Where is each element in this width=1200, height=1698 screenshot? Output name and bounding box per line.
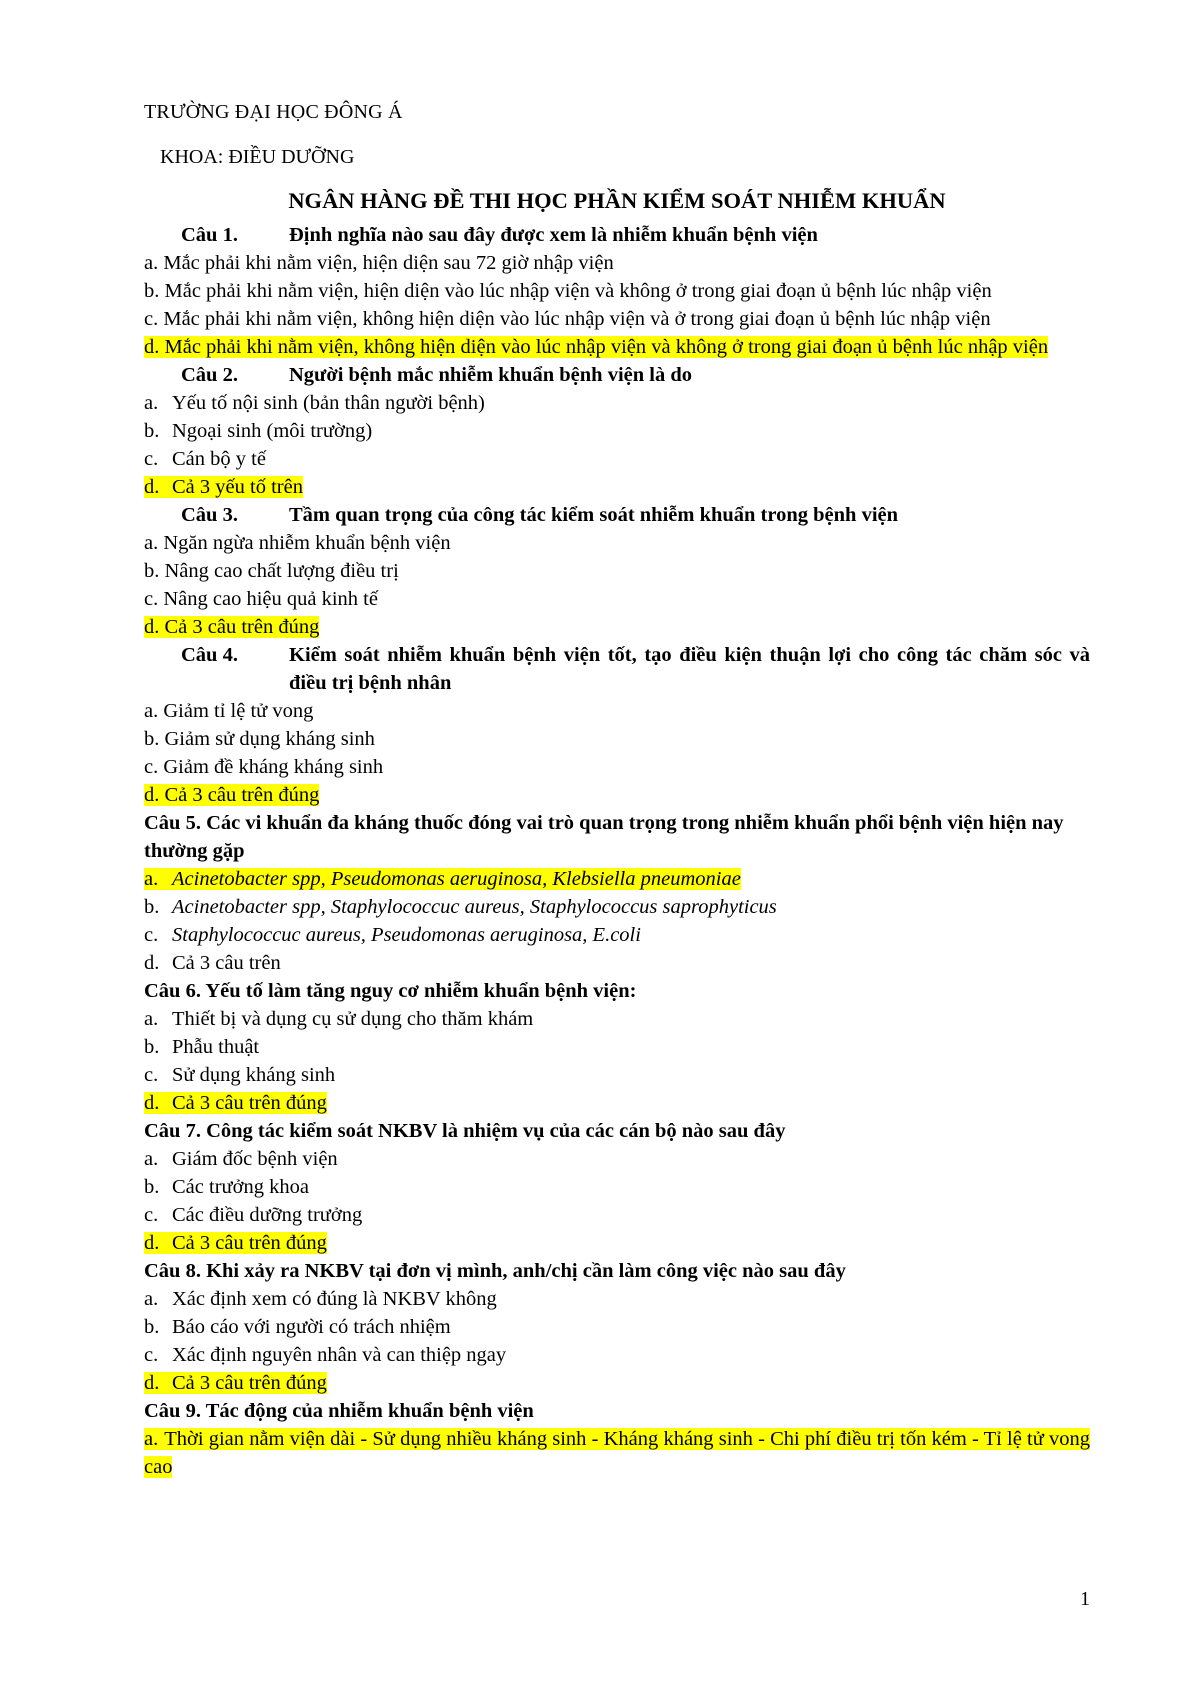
- option-letter: a.: [144, 868, 159, 890]
- answer-option: [144, 557, 1090, 585]
- question-text: Tầm quan trọng của công tác kiểm soát nhiễm khuẩn trong bệnh viện: [289, 504, 899, 526]
- question-4: [144, 641, 1090, 697]
- question-text: Kiểm soát nhiễm khuẩn bệnh viện tốt, tạo điều kiện thuận lợi cho công tác chăm sóc và điều trị bệnh nhân: [289, 644, 1090, 694]
- option-text: Cán bộ y tế: [172, 448, 266, 470]
- question-number: Câu 2.: [181, 364, 238, 386]
- option-text: d. Cả 3 câu trên đúng: [144, 616, 320, 638]
- option-text: d. Cả 3 câu trên đúng: [144, 784, 320, 806]
- question-number: Câu 4.: [181, 644, 238, 666]
- answer-option: [144, 1173, 1090, 1201]
- option-text: c. Mắc phải khi nằm viện, không hiện diện vào lúc nhập viện và ở trong giai đoạn ủ bệnh lúc nhập viện: [144, 308, 991, 330]
- answer-option-correct: [144, 1425, 1090, 1481]
- answer-option-correct: [144, 613, 1090, 641]
- option-text: Acinetobacter spp, Staphylococcuc aureus, Staphylococcus saprophyticus: [172, 896, 777, 918]
- option-letter: d.: [144, 476, 160, 498]
- question-number: Câu 3.: [181, 504, 238, 526]
- answer-option: [144, 1313, 1090, 1341]
- option-text: Các trưởng khoa: [172, 1176, 309, 1198]
- option-text: Xác định xem có đúng là NKBV không: [172, 1288, 497, 1310]
- answer-option: [144, 249, 1090, 277]
- answer-option: [144, 1285, 1090, 1313]
- answer-option: [144, 893, 1090, 921]
- option-letter: d.: [144, 1232, 160, 1254]
- question-text: Định nghĩa nào sau đây được xem là nhiễm khuẩn bệnh viện: [289, 224, 818, 246]
- option-letter: d.: [144, 952, 160, 974]
- option-letter: d.: [144, 1372, 160, 1394]
- option-text: Phẫu thuật: [172, 1036, 260, 1058]
- answer-option: [144, 921, 1090, 949]
- option-text: Cả 3 yếu tố trên: [172, 476, 303, 498]
- question-9: Câu 9. Tác động của nhiễm khuẩn bệnh viện: [144, 1400, 534, 1422]
- answer-option: [144, 277, 1090, 305]
- question-8: Câu 8. Khi xảy ra NKBV tại đơn vị mình, anh/chị cần làm công việc nào sau đây: [144, 1260, 846, 1282]
- option-letter: a.: [144, 1428, 159, 1450]
- answer-option-correct: [144, 473, 1090, 501]
- question-3: [144, 501, 1090, 529]
- option-letter: a.: [144, 392, 159, 414]
- option-text: Thời gian nằm viện dài - Sử dụng nhiều kháng sinh - Kháng kháng sinh - Chi phí điều trị tốn kém - Tỉ lệ tử vong cao: [144, 1428, 1090, 1478]
- option-text: Acinetobacter spp, Pseudomonas aeruginosa, Klebsiella pneumoniae: [172, 868, 741, 890]
- option-text: Giám đốc bệnh viện: [172, 1148, 338, 1170]
- question-6: Câu 6. Yếu tố làm tăng nguy cơ nhiễm khuẩn bệnh viện:: [144, 980, 637, 1002]
- option-letter: c.: [144, 1204, 159, 1226]
- option-letter: d.: [144, 1092, 160, 1114]
- option-letter: c.: [144, 1064, 159, 1086]
- department-name: KHOA: ĐIỀU DƯỠNG: [160, 146, 355, 168]
- answer-option-correct: [144, 865, 1090, 893]
- answer-option: [144, 417, 1090, 445]
- answer-option-correct: [144, 1369, 1090, 1397]
- option-text: Báo cáo với người có trách nhiệm: [172, 1316, 451, 1338]
- question-5: Câu 5. Các vi khuẩn đa kháng thuốc đóng vai trò quan trọng trong nhiễm khuẩn phổi bệnh viện hiện nay thường gặp: [144, 812, 1064, 862]
- document-page: [144, 98, 1090, 1481]
- option-letter: b.: [144, 1316, 160, 1338]
- option-text: Cả 3 câu trên đúng: [172, 1092, 327, 1114]
- option-letter: b.: [144, 896, 160, 918]
- option-text: Sử dụng kháng sinh: [172, 1064, 336, 1086]
- option-letter: c.: [144, 924, 159, 946]
- answer-option: [144, 949, 1090, 977]
- option-text: Cả 3 câu trên đúng: [172, 1232, 327, 1254]
- answer-option: [144, 529, 1090, 557]
- question-number: Câu 1.: [181, 224, 238, 246]
- option-text: Ngoại sinh (môi trường): [172, 420, 373, 442]
- answer-option: [144, 585, 1090, 613]
- option-text: a. Giảm tỉ lệ tử vong: [144, 700, 314, 722]
- option-text: Cả 3 câu trên: [172, 952, 281, 974]
- option-letter: b.: [144, 1176, 160, 1198]
- answer-option: [144, 1201, 1090, 1229]
- option-text: Yếu tố nội sinh (bản thân người bệnh): [172, 392, 485, 414]
- question-2: [144, 361, 1090, 389]
- option-text: Các điều dưỡng trưởng: [172, 1204, 363, 1226]
- school-name: TRƯỜNG ĐẠI HỌC ĐÔNG Á: [144, 101, 403, 123]
- option-letter: a.: [144, 1148, 159, 1170]
- answer-option: [144, 1061, 1090, 1089]
- answer-option: [144, 305, 1090, 333]
- answer-option: [144, 445, 1090, 473]
- question-7: Câu 7. Công tác kiểm soát NKBV là nhiệm vụ của các cán bộ nào sau đây: [144, 1120, 786, 1142]
- answer-option-correct: [144, 781, 1090, 809]
- answer-option: [144, 1033, 1090, 1061]
- answer-option: [144, 697, 1090, 725]
- answer-option: [144, 389, 1090, 417]
- answer-option: [144, 725, 1090, 753]
- answer-option-correct: [144, 333, 1090, 361]
- option-text: a. Ngăn ngừa nhiễm khuẩn bệnh viện: [144, 532, 451, 554]
- option-text: b. Mắc phải khi nằm viện, hiện diện vào lúc nhập viện và không ở trong giai đoạn ủ bệnh lúc nhập viện: [144, 280, 992, 302]
- option-text: b. Giảm sử dụng kháng sinh: [144, 728, 375, 750]
- option-letter: a.: [144, 1288, 159, 1310]
- option-letter: a.: [144, 1008, 159, 1030]
- answer-option: [144, 753, 1090, 781]
- answer-option: [144, 1145, 1090, 1173]
- question-text: Người bệnh mắc nhiễm khuẩn bệnh viện là do: [289, 364, 693, 386]
- page-number: 1: [1080, 1588, 1090, 1610]
- option-text: c. Giảm đề kháng kháng sinh: [144, 756, 384, 778]
- option-text: Staphylococcuc aureus, Pseudomonas aeruginosa, E.coli: [172, 924, 641, 946]
- option-letter: b.: [144, 1036, 160, 1058]
- option-text: d. Mắc phải khi nằm viện, không hiện diện vào lúc nhập viện và không ở trong giai đoạn ủ bệnh lúc nhập viện: [144, 336, 1049, 358]
- option-letter: c.: [144, 1344, 159, 1366]
- option-text: b. Nâng cao chất lượng điều trị: [144, 560, 399, 582]
- answer-option: [144, 1005, 1090, 1033]
- answer-option: [144, 1341, 1090, 1369]
- option-text: Xác định nguyên nhân và can thiệp ngay: [172, 1344, 507, 1366]
- option-text: a. Mắc phải khi nằm viện, hiện diện sau 72 giờ nhập viện: [144, 252, 614, 274]
- option-text: Thiết bị và dụng cụ sử dụng cho thăm khám: [172, 1008, 534, 1030]
- answer-option-correct: [144, 1229, 1090, 1257]
- answer-option-correct: [144, 1089, 1090, 1117]
- option-letter: c.: [144, 448, 159, 470]
- option-text: Cả 3 câu trên đúng: [172, 1372, 327, 1394]
- option-text: c. Nâng cao hiệu quả kinh tế: [144, 588, 378, 610]
- question-1: [144, 221, 1090, 249]
- option-letter: b.: [144, 420, 160, 442]
- document-title: NGÂN HÀNG ĐỀ THI HỌC PHẦN KIỂM SOÁT NHIỄM KHUẨN: [288, 188, 946, 213]
